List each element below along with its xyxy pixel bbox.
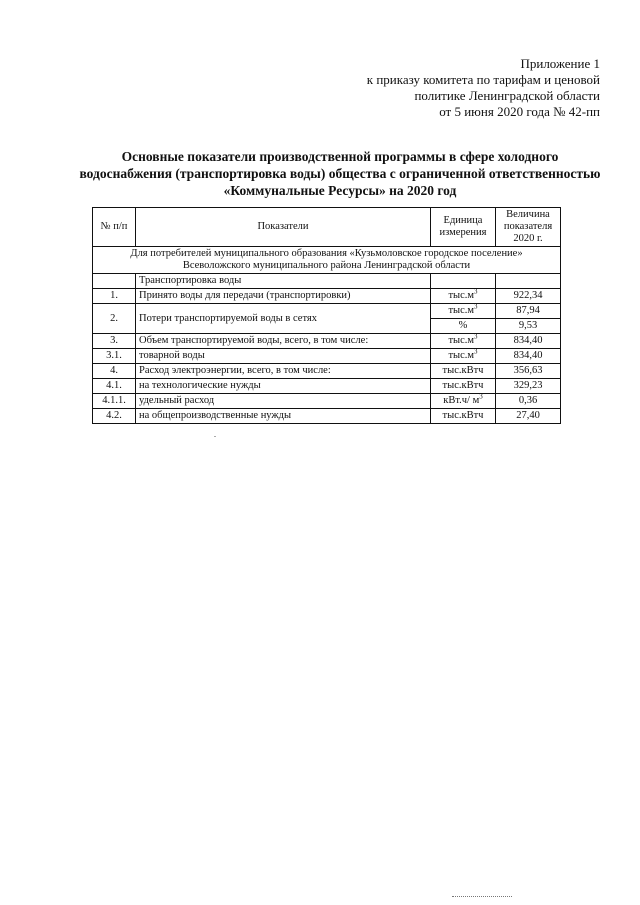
document-title [60,148,620,199]
unit-superscript: 3 [474,302,478,311]
row-value: 0,36 [496,394,561,409]
row-unit [431,379,496,394]
row-unit [431,409,496,424]
row-unit [431,304,496,319]
row-indicator: Принято воды для передачи (транспортировки) [136,289,431,304]
appendix-block [350,56,600,120]
row-number: 4.1. [93,379,136,394]
table-row [93,394,561,409]
header-value-line: показателя [503,221,553,232]
unit-superscript: 3 [474,347,478,356]
unit-text: тыс.кВтч [442,410,484,421]
indicators-table [92,207,561,424]
appendix-line: к приказу комитета по тарифам и ценовой [366,72,600,87]
row-indicator: удельный расход [136,394,431,409]
header-unit-line: измерения [439,227,487,238]
table-row [93,409,561,424]
row-indicator: товарной воды [136,349,431,364]
row-unit [431,394,496,409]
appendix-line: Приложение 1 [520,56,600,71]
table-row [93,334,561,349]
section-num-cell [93,274,136,289]
group-line: Всеволожского муниципального района Ленинградской области [182,260,471,271]
group-line: Для потребителей муниципального образования «Кузьмоловское городское поселение» [130,248,523,259]
header-unit-line: Единица [443,215,483,226]
title-line: Основные показатели производственной программы в сфере холодного [121,149,559,164]
row-unit [431,289,496,304]
unit-superscript: 3 [479,392,483,401]
row-value: 87,94 [496,304,561,319]
row-number: 3. [93,334,136,349]
row-number: 4.1.1. [93,394,136,409]
section-unit-cell [431,274,496,289]
scan-speck [214,436,216,437]
group-row [93,247,561,274]
row-indicator: Объем транспортируемой воды, всего, в том числе: [136,334,431,349]
table-row [93,364,561,379]
unit-superscript: 3 [474,332,478,341]
table-row [93,379,561,394]
unit-text: тыс.кВтч [442,365,484,376]
row-unit [431,334,496,349]
section-value-cell [496,274,561,289]
row-value: 834,40 [496,349,561,364]
header-value-line: 2020 г. [513,233,543,244]
unit-text: тыс.м [448,350,475,361]
scan-footer-mark [452,896,512,899]
row-number: 1. [93,289,136,304]
row-indicator: Расход электроэнергии, всего, в том числе: [136,364,431,379]
header-name: Показатели [136,208,431,247]
row-number: 4.2. [93,409,136,424]
row-unit [431,349,496,364]
row-indicator: Потери транспортируемой воды в сетях [136,304,431,334]
row-value: 834,40 [496,334,561,349]
row-number: 4. [93,364,136,379]
unit-text: тыс.м [448,305,475,316]
row-unit: % [431,319,496,334]
unit-superscript: 3 [474,287,478,296]
row-indicator: на общепроизводственные нужды [136,409,431,424]
table-row [93,349,561,364]
row-number: 2. [93,304,136,334]
section-name-cell: Транспортировка воды [136,274,431,289]
header-unit [431,208,496,247]
unit-text: тыс.м [448,290,475,301]
row-number: 3.1. [93,349,136,364]
row-value: 9,53 [496,319,561,334]
unit-text: кВт.ч/ м [443,395,480,406]
row-value: 922,34 [496,289,561,304]
table-row [93,304,561,319]
header-num: № п/п [93,208,136,247]
section-row [93,274,561,289]
unit-text: тыс.кВтч [442,380,484,391]
table-row [93,289,561,304]
row-value: 329,23 [496,379,561,394]
row-unit [431,364,496,379]
header-value [496,208,561,247]
group-cell [93,247,561,274]
header-value-line: Величина [506,209,550,220]
row-value: 356,63 [496,364,561,379]
unit-text: тыс.м [448,335,475,346]
appendix-line: политике Ленинградской области [414,88,600,103]
table-body [93,289,561,424]
title-line: водоснабжения (транспортировка воды) общества с ограниченной ответственностью [79,166,601,181]
title-line: «Коммунальные Ресурсы» на 2020 год [223,183,457,198]
row-indicator: на технологические нужды [136,379,431,394]
table-header-row [93,208,561,247]
appendix-line: от 5 июня 2020 года № 42-пп [439,104,600,119]
row-value: 27,40 [496,409,561,424]
